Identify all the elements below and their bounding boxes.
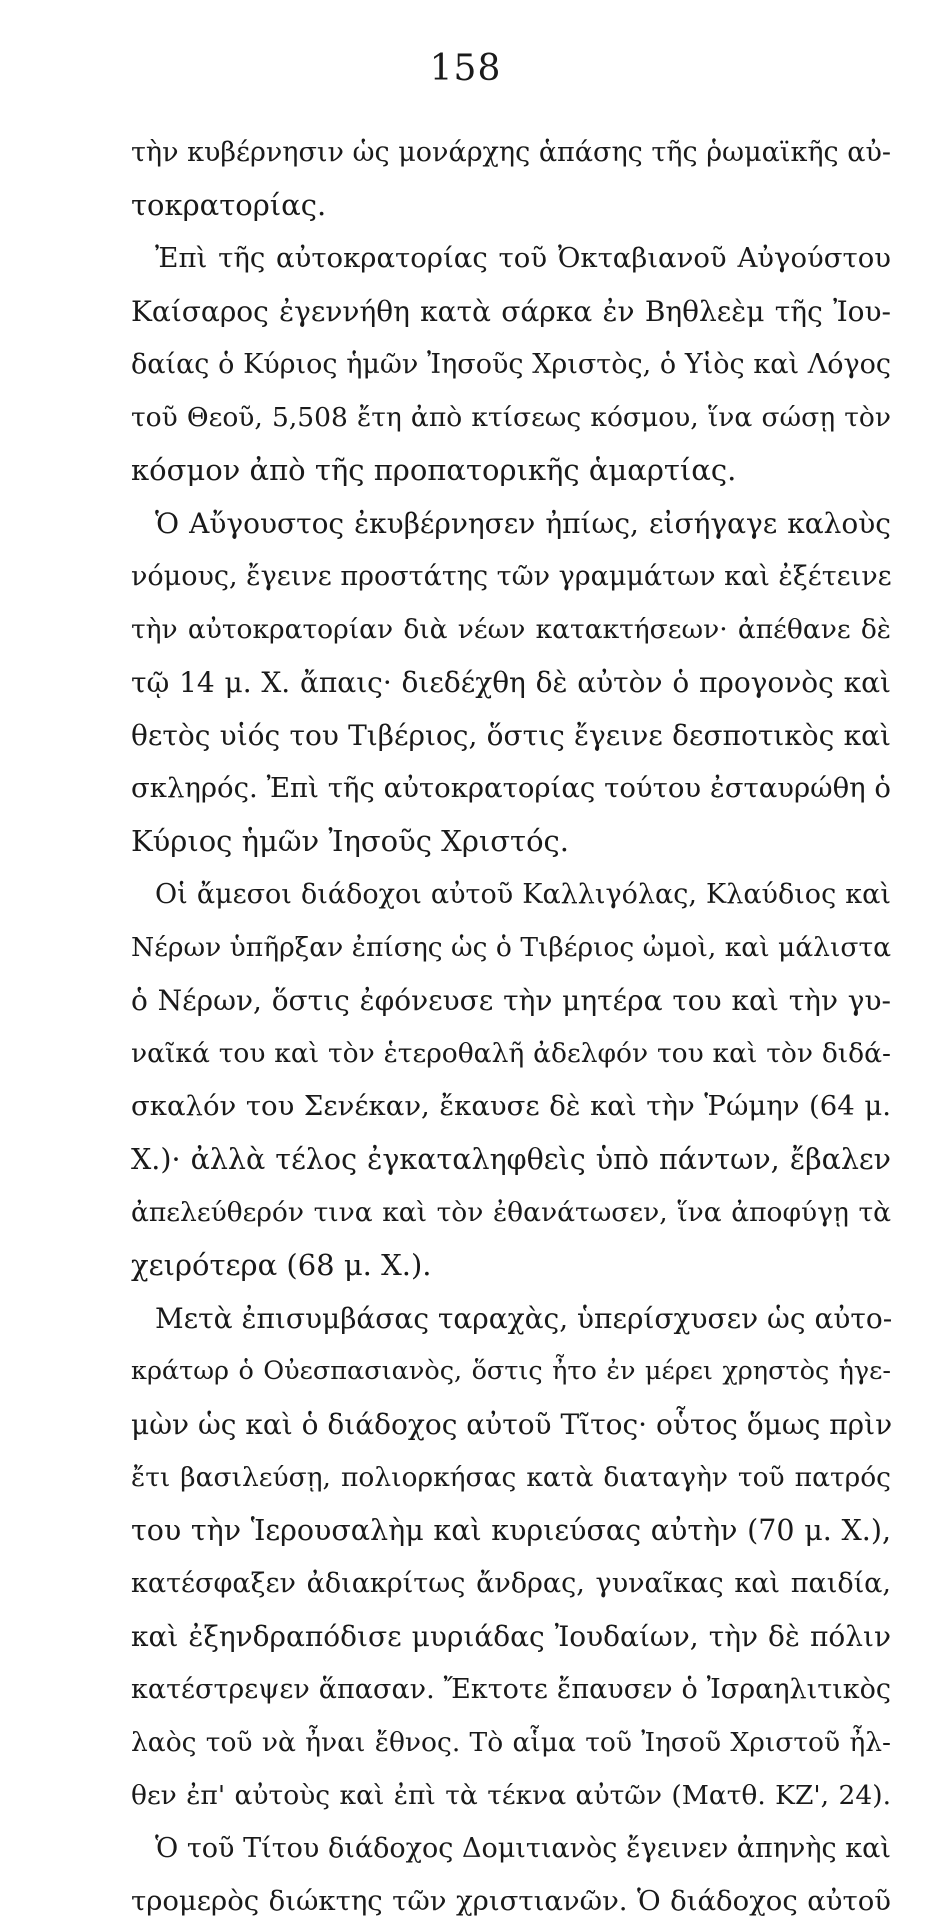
text-line: τῷ 14 μ. Χ. ἄπαις· διεδέχθη δὲ αὐτὸν ὁ προγονὸς καὶ bbox=[131, 666, 891, 699]
text-line: τοκρατορίας. bbox=[131, 188, 327, 222]
text-line: σκληρός. Ἐπὶ τῆς αὐτοκρατορίας τούτου ἐσταυρώθη ὁ bbox=[131, 772, 891, 804]
text-line: τὴν αὐτοκρατορίαν διὰ νέων κατακτήσεων· ἀπέθανε δὲ bbox=[131, 614, 891, 645]
text-line: Νέρων ὑπῆρξαν ἐπίσης ὡς ὁ Τιβέριος ὠμοὶ, καὶ μάλιστα bbox=[131, 932, 891, 963]
text-line: Μετὰ ἐπισυμβάσας ταραχὰς, ὑπερίσχυσεν ὡς αὐτο- bbox=[155, 1302, 893, 1335]
text-line: Ἐπὶ τῆς αὐτοκρατορίας τοῦ Ὀκταβιανοῦ Αὐγούστου bbox=[155, 242, 891, 274]
text-line: Κύριος ἡμῶν Ἰησοῦς Χριστός. bbox=[131, 824, 570, 858]
text-line: μὼν ὡς καὶ ὁ διάδοχος αὐτοῦ Τῖτος· οὗτος ὅμως πρὶν bbox=[131, 1408, 893, 1441]
text-line: κόσμον ἀπὸ τῆς προπατορικῆς ἁμαρτίας. bbox=[131, 453, 737, 487]
text-line: κατέσφαξεν ἀδιακρίτως ἄνδρας, γυναῖκας καὶ παιδία, bbox=[131, 1568, 891, 1599]
text-line: ἀπελεύθερόν τινα καὶ τὸν ἐθανάτωσεν, ἵνα ἀποφύγῃ τὰ bbox=[131, 1197, 891, 1228]
text-line: τρομερὸς διώκτης τῶν χριστιανῶν. Ὁ διάδοχος αὐτοῦ bbox=[131, 1885, 891, 1917]
text-line: Ὁ τοῦ Τίτου διάδοχος Δομιτιανὸς ἔγεινεν ἀπηνὴς καὶ bbox=[155, 1833, 891, 1864]
text-line: Ὁ Αὔγουστος ἐκυβέρνησεν ἠπίως, εἰσήγαγε καλοὺς bbox=[155, 507, 891, 540]
text-line: χειρότερα (68 μ. Χ.). bbox=[131, 1248, 432, 1282]
text-line: ναῖκά του καὶ τὸν ἑτεροθαλῆ ἀδελφόν του καὶ τὸν διδά- bbox=[131, 1038, 891, 1069]
text-line: του τὴν Ἱερουσαλὴμ καὶ κυριεύσας αὐτὴν (70 μ. Χ.), bbox=[131, 1514, 891, 1547]
text-line: τοῦ Θεοῦ, 5,508 ἔτη ἀπὸ κτίσεως κόσμου, ἵνα σώσῃ τὸν bbox=[131, 402, 891, 433]
text-line: Οἱ ἄμεσοι διάδοχοι αὐτοῦ Καλλιγόλας, Κλαύδιος καὶ bbox=[155, 879, 891, 910]
text-line: ὁ Νέρων, ὅστις ἐφόνευσε τὴν μητέρα του καὶ τὴν γυ- bbox=[131, 984, 891, 1017]
text-line: Χ.)· ἀλλὰ τέλος ἐγκαταληφθεὶς ὑπὸ πάντων, ἔβαλεν bbox=[131, 1143, 891, 1176]
text-line: κατέστρεψεν ἅπασαν. Ἔκτοτε ἔπαυσεν ὁ Ἰσραηλιτικὸς bbox=[131, 1674, 891, 1705]
body-text bbox=[131, 126, 891, 1928]
page-number: 158 bbox=[429, 48, 502, 89]
text-line: Καίσαρος ἐγεννήθη κατὰ σάρκα ἐν Βηθλεὲμ τῆς Ἰου- bbox=[131, 295, 891, 328]
text-line: ἔτι βασιλεύσῃ, πολιορκήσας κατὰ διαταγὴν τοῦ πατρός bbox=[131, 1462, 891, 1493]
text-line: σκαλόν του Σενέκαν, ἔκαυσε δὲ καὶ τὴν Ῥώμην (64 μ. bbox=[131, 1090, 891, 1122]
text-line: τὴν κυβέρνησιν ὡς μονάρχης ἁπάσης τῆς ῥωμαϊκῆς αὐ- bbox=[131, 137, 891, 168]
text-line: λαὸς τοῦ νὰ ἦναι ἔθνος. Τὸ αἷμα τοῦ Ἰησοῦ Χριστοῦ ἦλ- bbox=[131, 1727, 891, 1758]
text-line: θεν ἐπ' αὐτοὺς καὶ ἐπὶ τὰ τέκνα αὐτῶν (Ματθ. ΚΖ', 24). bbox=[131, 1780, 891, 1811]
text-line: κράτωρ ὁ Οὐεσπασιανὸς, ὅστις ἦτο ἐν μέρει χρηστὸς ἡγε- bbox=[131, 1356, 891, 1386]
text-line: δαίας ὁ Κύριος ἡμῶν Ἰησοῦς Χριστὸς, ὁ Υἱὸς καὶ Λόγος bbox=[131, 349, 891, 380]
text-line: καὶ ἐξηνδραπόδισε μυριάδας Ἰουδαίων, τὴν δὲ πόλιν bbox=[131, 1620, 891, 1653]
text-line: θετὸς υἱός του Τιβέριος, ὅστις ἔγεινε δεσποτικὸς καὶ bbox=[131, 719, 891, 752]
text-line: νόμους, ἔγεινε προστάτης τῶν γραμμάτων καὶ ἐξέτεινε bbox=[131, 561, 892, 592]
